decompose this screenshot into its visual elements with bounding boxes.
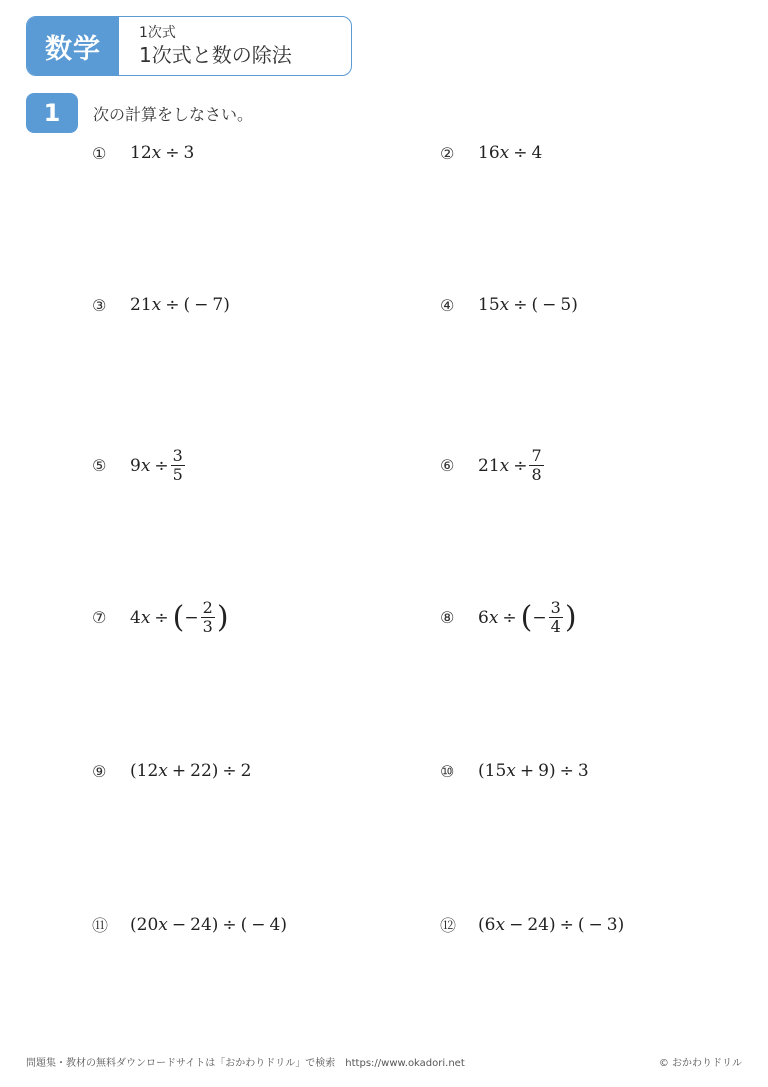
operator: ÷ xyxy=(165,295,180,315)
constant: 24 xyxy=(527,914,549,935)
paren: ( xyxy=(478,761,485,781)
coefficient: 21 xyxy=(478,455,500,476)
divisor: 7 xyxy=(212,295,224,315)
sign: − xyxy=(532,607,547,628)
question-number-badge: 1 xyxy=(26,93,78,133)
divisor: 4 xyxy=(531,143,543,163)
paren: ( xyxy=(478,914,485,935)
problem-number: ③ xyxy=(92,295,107,315)
operator: + xyxy=(519,761,535,781)
problem-2 xyxy=(440,143,542,163)
problem-6 xyxy=(440,447,546,484)
sign: − xyxy=(194,295,209,315)
problem-expression xyxy=(478,143,542,163)
operator: ÷ xyxy=(222,761,237,781)
problem-expression xyxy=(478,599,577,636)
problem-1 xyxy=(92,143,194,163)
divisor: 4 xyxy=(269,914,281,935)
paren: ) xyxy=(211,914,219,935)
problem-12 xyxy=(440,913,624,936)
paren: ( xyxy=(130,761,137,781)
problem-expression xyxy=(130,599,229,636)
paren: ( xyxy=(183,295,191,315)
coefficient: 12 xyxy=(130,143,152,163)
denominator: 8 xyxy=(531,465,542,484)
footer-copyright: © おかわりドリル xyxy=(658,1058,742,1069)
problem-expression xyxy=(130,915,287,935)
problem-number: ② xyxy=(440,143,455,163)
fraction xyxy=(529,447,543,484)
problem-number: ⑦ xyxy=(92,608,107,627)
divisor: 2 xyxy=(240,761,252,781)
question-instruction: 次の計算をしなさい。 xyxy=(93,105,254,124)
constant: 22 xyxy=(190,761,212,781)
paren: ) xyxy=(223,295,230,315)
operator: ÷ xyxy=(513,143,528,163)
coefficient: 6 xyxy=(478,607,489,628)
paren: ( xyxy=(577,914,585,935)
fraction xyxy=(201,599,215,636)
operator: ÷ xyxy=(559,914,574,935)
problem-number: ⑥ xyxy=(440,456,455,475)
problem-expression xyxy=(478,295,578,315)
problem-9 xyxy=(92,761,251,781)
problem-number: ⑨ xyxy=(92,761,107,781)
coefficient: 21 xyxy=(130,295,152,315)
coefficient: 6 xyxy=(484,914,496,935)
constant: 9 xyxy=(538,761,549,781)
operator: ÷ xyxy=(154,455,169,476)
variable: x xyxy=(151,295,162,315)
constant: 24 xyxy=(190,914,212,935)
problem-3 xyxy=(92,295,230,315)
variable: x xyxy=(499,143,510,163)
variable: x xyxy=(499,295,510,315)
problem-5 xyxy=(92,447,187,484)
denominator: 4 xyxy=(550,617,561,636)
problem-number: ⑪ xyxy=(92,916,109,935)
variable: x xyxy=(158,914,168,935)
operator: + xyxy=(171,761,187,781)
problem-11 xyxy=(92,913,287,936)
variable: x xyxy=(506,761,516,781)
paren: ( xyxy=(172,599,185,635)
operator: ÷ xyxy=(559,761,574,781)
coefficient: 20 xyxy=(136,914,159,935)
sign: − xyxy=(184,607,199,628)
divisor: 3 xyxy=(606,914,618,935)
problem-expression xyxy=(130,447,187,484)
page-title: 1次式と数の除法 xyxy=(139,43,292,67)
sign: − xyxy=(588,914,603,935)
worksheet-header xyxy=(26,16,352,76)
fraction xyxy=(171,447,185,484)
paren: ) xyxy=(548,914,556,935)
paren: ) xyxy=(216,599,229,635)
paren: ( xyxy=(531,295,539,315)
paren: ( xyxy=(130,914,137,935)
denominator: 3 xyxy=(202,617,213,636)
problem-expression xyxy=(478,915,624,935)
numerator: 7 xyxy=(531,446,542,465)
numerator: 2 xyxy=(202,598,213,617)
title-block xyxy=(119,17,292,75)
divisor: 3 xyxy=(183,143,195,163)
problem-expression xyxy=(478,761,589,781)
denominator: 5 xyxy=(172,465,183,484)
paren: ) xyxy=(548,761,556,781)
coefficient: 4 xyxy=(130,607,141,628)
operator: ÷ xyxy=(513,455,528,476)
variable: x xyxy=(495,914,506,935)
paren: ( xyxy=(520,599,533,635)
operator: − xyxy=(509,914,524,935)
problem-7 xyxy=(92,599,229,636)
variable: x xyxy=(158,761,168,781)
numerator: 3 xyxy=(550,598,561,617)
problem-8 xyxy=(440,599,577,636)
coefficient: 15 xyxy=(478,295,500,315)
fraction xyxy=(549,599,563,636)
footer-site-info: 問題集・教材の無料ダウンロードサイトは「おかわりドリル」で検索 https://www.okadori.net xyxy=(26,1058,465,1069)
numerator: 3 xyxy=(172,446,183,465)
variable: x xyxy=(488,607,499,628)
problem-4 xyxy=(440,295,578,315)
paren: ) xyxy=(617,914,625,935)
variable: x xyxy=(140,455,151,476)
problem-number: ④ xyxy=(440,295,455,315)
problem-expression xyxy=(130,295,230,315)
unit-label: 1次式 xyxy=(139,25,176,41)
operator: ÷ xyxy=(513,295,528,315)
problem-number: ① xyxy=(92,143,107,163)
subject-label: 数学 xyxy=(27,17,119,75)
problem-expression xyxy=(130,143,194,163)
coefficient: 12 xyxy=(136,761,159,781)
variable: x xyxy=(499,455,510,476)
divisor: 5 xyxy=(560,295,572,315)
variable: x xyxy=(151,143,162,163)
operator: ÷ xyxy=(154,607,169,628)
operator: ÷ xyxy=(502,607,517,628)
problem-number: ⑧ xyxy=(440,608,455,627)
sign: − xyxy=(542,295,557,315)
variable: x xyxy=(140,607,151,628)
paren: ) xyxy=(211,761,219,781)
coefficient: 9 xyxy=(130,455,141,476)
problem-number: ⑫ xyxy=(440,916,457,935)
operator: − xyxy=(171,914,187,935)
operator: ÷ xyxy=(222,914,237,935)
problem-number: ⑤ xyxy=(92,456,107,475)
paren: ) xyxy=(280,914,288,935)
paren: ) xyxy=(571,295,578,315)
operator: ÷ xyxy=(165,143,180,163)
paren: ) xyxy=(564,599,577,635)
coefficient: 15 xyxy=(484,761,507,781)
problem-number: ⑩ xyxy=(440,761,455,781)
problem-10 xyxy=(440,761,589,781)
coefficient: 16 xyxy=(478,143,500,163)
divisor: 3 xyxy=(577,761,589,781)
problem-expression xyxy=(478,447,546,484)
paren: ( xyxy=(240,914,248,935)
problem-expression xyxy=(130,761,251,781)
sign: − xyxy=(251,914,266,935)
